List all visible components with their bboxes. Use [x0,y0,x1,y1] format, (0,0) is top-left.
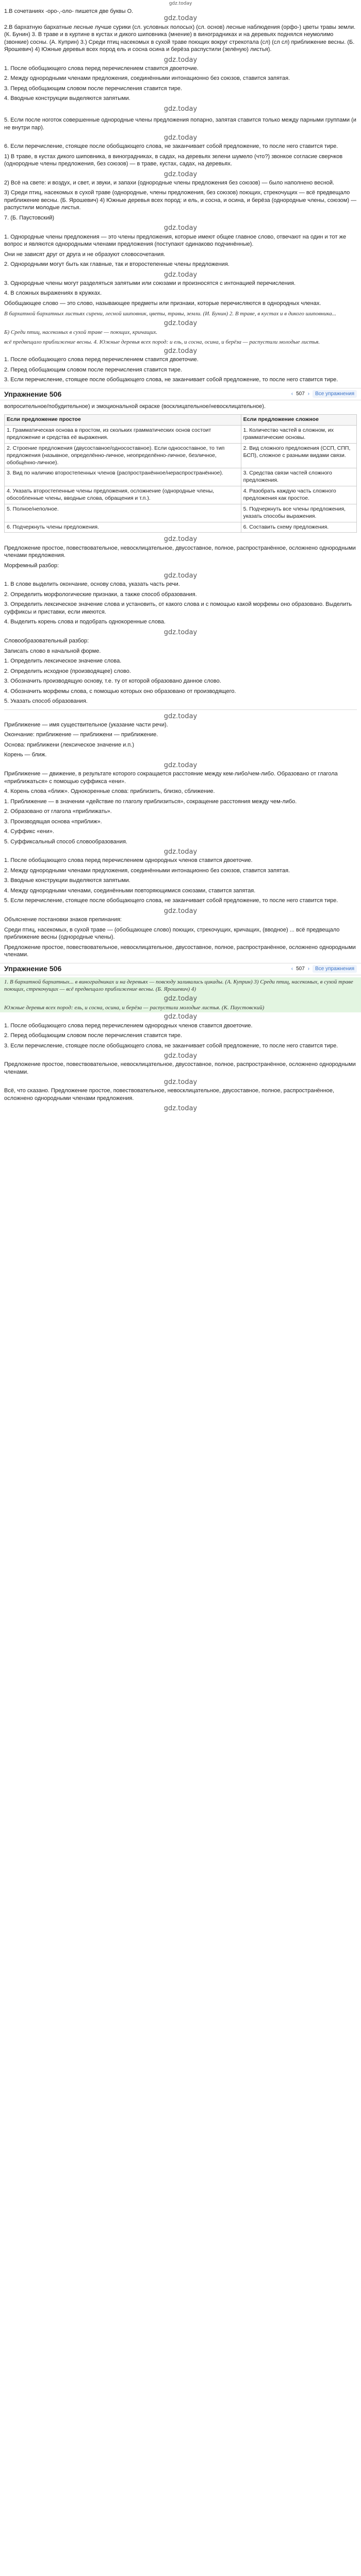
watermark: gdz.today [163,572,198,580]
rule-line: 2. Перед обобщающим словом после перечисления ставится тире. [4,366,183,373]
table-cell: 3. Средства связи частей сложного предложения. [241,468,356,486]
intro-line: 2. Между однородными членами предложения, соединёнными интонационно без союзов, ставится запятая. [4,75,290,82]
analysis2-line: Корень — ближ. [4,752,47,758]
divider [4,709,357,710]
analysis2-line: Окончание: приближение — приближени — приближение. [4,732,158,738]
final-analysis-line: Предложение простое, повествовательное, невосклицательное, двусоставное, полное, распространённое, осложнено однородными членами. [4,1061,356,1075]
table-intro: вопросительное/побудительное) и эмоциональной окраске (восклицательное/невосклицательное). [4,403,266,410]
mid-block [0,116,361,224]
intro-line: 2.В бархатную бархатные лесные лучше сурики (сл. условных полосых) (сл. основ) лесные наблюдения (орфо-) цветы травы земли. (К. Бунин) 3. В траве и в куртине в кустах и дикого шиповника (мнение) в виноградниках и на деревьях поднялся неумолимо (звонкие) сосны. (А. Куприн) 3.) Среди птиц насекомых в сухой траве поющих вокруг стрекотала (сл) (сл сл) приближение весны. (Б. Ярошевич) 4) Южные деревья всех пород ель и сосна осина и берёза распустили (зелёную) листья). [4,24,356,53]
intro-block [0,7,361,116]
analysis-line: 3. Обозначить производящую основу, т.е. ту от которой образовано данное слово. [4,678,221,685]
table-cell: 3. Вид по наличию второстепенных членов (распространённое/нераспространённое). [5,468,241,486]
analysis2-line: Приближение — движение, в результате которого сокращается расстояние между кем-либо/чем-либо. Образовано от глагола «приближаться» с помощью суффикса «ени». [4,771,338,785]
top-watermark: gdz.today [169,1,192,6]
page-number: 507 [296,391,305,397]
mid-paragraph: 1) В траве, в кустах дикого шиповника, в виноградниках, в садах, на деревьях зелени шумело (что?) звонкое согласие сверчков (однородные члены предложения, без союзов) — в траве, кустах, садах, на деревьях. [4,153,343,167]
watermark: gdz.today [163,56,198,64]
mid-paragraph: 6. Если перечисление, стоящее после обобщающего слова, не заканчивает собой предложение, то после него ставится тире. [4,143,338,150]
homogeneous-section [0,224,361,309]
analysis-line: 1. В слове выделить окончание, основу слова, указать часть речи. [4,581,180,588]
analysis-line: Словообразовательный разбор: [4,638,89,645]
watermark: gdz.today [163,1105,198,1113]
rules2-line: 1. После обобщающего слова перед перечислением однородных членов ставится двоеточие. [4,857,253,864]
rule-line: 1. После обобщающего слова перед перечислением ставится двоеточие. [4,357,199,363]
analysis2-line: 4. Суффикс «ени». [4,828,54,835]
intro-line: 1. После обобщающего слова перед перечислением ставится двоеточие. [4,65,199,72]
rules2-line: 5. Если перечисление, стоящее после обобщающего слова, не заканчивает собой предложение, то после него ставится тире. [4,897,338,904]
rules2-line: 2. Между однородными членами предложения, соединёнными интонационно без союзов, ставится запятая. [4,867,290,874]
handwritten-line: 1. В бархатной бархатных... в виноградниках и на деревьях — повсюду заливались цикады. (А. Куприн) 3) Среди птиц, насекомых, в сухой траве поющих, стрекочущих — всё предвещало приближение весны. (Б. Ярошевич) 4) [4,978,353,993]
pager [291,965,357,973]
table-cell: 6. Подчеркнуть члены предложения. [5,522,241,533]
table-header: Если предложение простое [5,415,241,426]
homogeneous-line: 1. Однородные члены предложения — это члены предложения, которые имеют общее главное слово, отвечают на один и тот же вопрос и являются однородными членами предложения (поступают одинаково подчинённые). [4,233,347,248]
exercise-title: Упражнение 506 [4,964,62,973]
homogeneous-line: 3. Однородные члены могут разделяться запятыми или союзами и произносятся с интонацией перечисления. [4,280,296,286]
prev-arrow-icon[interactable]: ‹ [291,966,293,972]
page [0,0,361,1113]
watermark: gdz.today [163,224,198,232]
watermark: gdz.today [163,347,198,355]
all-exercises-button[interactable]: Все упражнения [313,390,357,398]
next-arrow-icon[interactable]: › [307,391,310,397]
table-cell: 4. Указать второстепенные члены предложения, осложнение (однородные члены, обособленные члены, вводные слова, обращения и т.п.). [5,486,241,504]
handwritten-line: Б) Среди птиц, насекомых в сухой траве — поющих, кричащих. [4,329,158,336]
analysis2-line: 1. Приближение — в значении «действие по глаголу приблизиться», сокращение расстояния между чем-либо. [4,798,297,805]
homogeneous-line: 4. В сложных выражениях в кружках. [4,290,102,297]
watermark: gdz.today [163,105,198,113]
mid-paragraph: 2) Всё на свете: и воздух, и свет, и звуки, и запахи (однородные члены предложения без союзов) — было наполнено весной. [4,179,335,186]
rules2-line: 4. Между однородными членами, соединёнными повторяющимися союзами, ставится запятая. [4,887,256,894]
handwritten-line: В бархатной бархатных листьях сирени, лесной шиповник, цветы, травы, земли. (И. Бунин) 2. В траве, в кустах и в дикого шиповника... [4,311,336,317]
table-cell: 6. Составить схему предложения. [241,522,356,533]
watermark: gdz.today [163,270,198,279]
pager [291,390,357,398]
final-analysis-block [0,1060,361,1113]
watermark: gdz.today [163,535,198,544]
analysis-line: 2. Определить морфологические признаки, а также способ образования. [4,591,197,598]
analysis2-line: Основа: приближени (лексическое значение и.п.) [4,741,135,748]
analysis-line: 1. Определить лексическое значение слова. [4,658,122,665]
comparison-table [4,414,357,533]
exercise-toolbar [0,388,361,400]
watermark: gdz.today [163,907,198,915]
rules2-line: 3. Вводные конструкции выделяются запятыми. [4,877,130,884]
next-arrow-icon[interactable]: › [307,966,310,972]
table-row [5,426,357,444]
intro-line: 3. Перед обобщающим словом после перечисления ставится тире. [4,85,183,92]
exercise-toolbar [0,963,361,975]
analysis2-line: 2. Образовано от глагола «приближать». [4,808,112,815]
table-cell: 4. Разобрать каждую часть сложного предложения как простое. [241,486,356,504]
watermark: gdz.today [163,994,198,1003]
analysis2-line: 5. Суффиксальный способ словообразования. [4,838,127,845]
final-rule-line: 1. После обобщающего слова перед перечислением однородных членов ставится двоеточие. [4,1022,253,1029]
watermark: gdz.today [163,1013,198,1021]
rules2-line: Предложение простое, повествовательное, невосклицательное, двусоставное, полное, распространённое, осложнено однородными членами. [4,944,356,958]
analysis-line: 3. Определить лексическое значение слова и установить, от какого слова и с помощью какой морфемы оно образовано. Выделить суффиксы и приставки, если имеются. [4,601,352,615]
page-number: 507 [296,966,305,972]
analysis-line: Морфемный разбор: [4,562,59,569]
analysis2-block [0,721,361,848]
analysis-line: Предложение простое, повествовательное, невосклицательное, двусоставное, полное, распространённое, осложнено однородными членами предложения. [4,545,356,559]
watermark: gdz.today [163,761,198,769]
final-analysis-line: Всё, что сказано. Предложение простое, повествовательное, невосклицательное, двусоставное, полное, распространённое, осложнено однородными членами предложения. [4,1088,335,1101]
analysis-line: Записать слово в начальной форме. [4,648,101,654]
handwritten-line: всё предвещало приближение весны. 4. Южные деревья всех пород: и ель, и сосна, осина, и берёза — распустили молодые листья. [4,338,320,345]
prev-arrow-icon[interactable]: ‹ [291,391,293,397]
homogeneous-line: 2. Однородными могут быть как главные, так и второстепенные члены предложения. [4,261,229,268]
table-row [5,504,357,522]
rules2-block [0,856,361,960]
analysis2-line: 3. Производящая основа «приближ». [4,818,102,825]
table-row [5,443,357,468]
table-header: Если предложение сложное [241,415,356,426]
watermark: gdz.today [163,848,198,856]
table-header-row [5,415,357,426]
watermark: gdz.today [163,1052,198,1060]
homogeneous-line: Обобщающее слово — это слово, называющее предметы или признаки, которые перечисляются в однородных членах. [4,300,321,307]
analysis-line: 2. Определить исходное (производящее) слово. [4,668,131,674]
table-cell: 1. Грамматическая основа в простом, из скольких грамматических основ состоит предложение и средства её выражения. [5,426,241,444]
intro-line: 4. Вводные конструкции выделяются запятыми. [4,95,130,102]
watermark: gdz.today [163,628,198,636]
handwritten-line: Южные деревья всех пород: ель, и сосна, осина, и берёза — распустили молодые листья. (К. Паустовский) [4,1004,265,1011]
final-rule-line: 2. Перед обобщающим словом после перечисления ставится тире. [4,1032,183,1039]
mid-paragraph: 5. Если после ноготок совершенные однородные члены предложения попарно, запятая ставится только между парными группами (и не внутри пар). [4,116,356,131]
watermark: gdz.today [163,712,198,720]
table-cell: 1. Количество частей в сложном, их грамматические основы. [241,426,356,444]
analysis-line: 4. Обозначить морфемы слова, с помощью которых оно образовано от производящего. [4,688,236,694]
watermark: gdz.today [163,1078,198,1087]
final-rules-block [0,1022,361,1052]
rules2-line: Среди птиц, насекомых, в сухой траве — (обобщающее слово) поющих, стрекочущих, кричащих, (вводное) ... всё предвещало приближение весны (однородные члены). [4,926,340,941]
analysis-line: 5. Указать способ образования. [4,698,88,705]
table-cell: 5. Подчеркнуть все члены предложения, указать способы выражения. [241,504,356,522]
table-row [5,486,357,504]
intro-line: 1.В сочетаниях -оро-,-оло- пишется две буквы О. [4,8,134,14]
rules-block [0,355,361,386]
final-rule-line: 3. Если перечисление, стоящее после обобщающего слова, не заканчивает собой предложение, то после него ставится тире. [4,1042,338,1049]
analysis2-line: 4. Корень слова «ближ». Однокоренные слова: приблизить, близко, сближение. [4,788,215,795]
green-handwritten-block [0,977,361,1013]
watermark: gdz.today [163,319,198,327]
mid-paragraph: 7. (Б. Паустовский) [4,214,55,221]
table-cell: 2. Вид сложного предложения (ССП, СПП, БСП), сложное с разными видами связи. [241,443,356,468]
watermark: gdz.today [163,134,198,142]
watermark: gdz.today [163,14,198,23]
handwritten-block [0,309,361,355]
analysis-block [0,544,361,707]
table-cell: 5. Полное/неполное. [5,504,241,522]
watermark: gdz.today [163,170,198,178]
analysis-line: 4. Выделить корень слова и подобрать однокоренные слова. [4,619,166,625]
table-row [5,468,357,486]
exercise-title: Упражнение 506 [4,389,62,398]
rule-line: 3. Если перечисление, стоящее после обобщающего слова, не заканчивает собой предложение, то после него ставится тире. [4,377,338,383]
mid-paragraph: 3) Среди птиц, насекомых в сухой траве (однородные, члены предложения, без союзов) поющих, стрекочущих — всё предвещало приближение весны. (Б. Ярошевич) 4) Южные деревья всех пород: и ель, и сосна, и осина, и берёза (однородные члены, союзом) — распустили молодые листья. [4,190,357,211]
homogeneous-line: Они не зависят друг от друга и не образуют словосочетания. [4,251,166,258]
table-row [5,522,357,533]
all-exercises-button[interactable]: Все упражнения [313,965,357,973]
analysis2-line: Приближение — имя существительное (указание части речи). [4,721,168,728]
rules2-line: Объяснение постановки знаков препинания: [4,917,122,923]
table-cell: 2. Строение предложения (двусоставное/односоставное). Если односоставное, то тип предложения (назывное, определённо-личное, неопределённо-личное, безличное, обобщённо-личное). [5,443,241,468]
